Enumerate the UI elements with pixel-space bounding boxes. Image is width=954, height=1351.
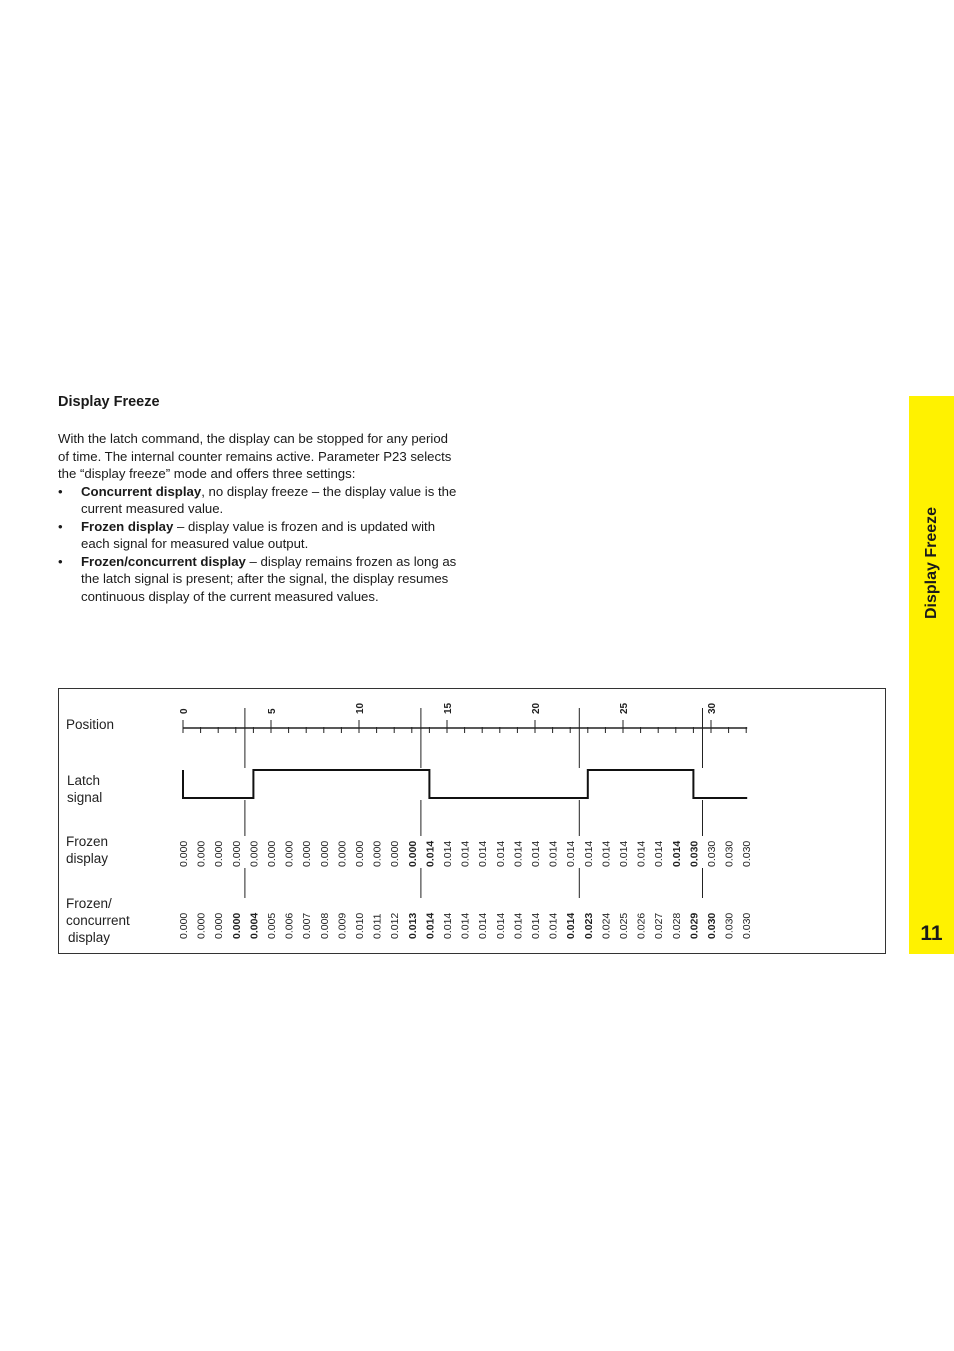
row-label: display [66, 851, 109, 866]
frozen-concurrent-value: 0.028 [670, 912, 683, 939]
frozen-concurrent-value: 0.012 [389, 912, 402, 939]
frozen-display-value: 0.000 [178, 840, 190, 867]
frozen-concurrent-value: 0.008 [318, 912, 331, 939]
chapter-tab [909, 396, 954, 954]
frozen-concurrent-value: 0.025 [618, 912, 630, 939]
frozen-concurrent-value: 0.000 [178, 912, 190, 939]
position-label: 10 [355, 702, 366, 714]
timing-diagram [58, 688, 886, 954]
frozen-concurrent-value: 0.014 [459, 912, 472, 939]
frozen-concurrent-value: 0.014 [424, 912, 437, 939]
frozen-display-value: 0.000 [318, 840, 331, 867]
frozen-display-value: 0.014 [670, 840, 683, 867]
frozen-concurrent-value: 0.000 [195, 912, 208, 939]
frozen-concurrent-value: 0.011 [371, 913, 384, 939]
setting-description: , no display freeze – the display value is the current measured value. [81, 483, 457, 516]
frozen-display-value: 0.014 [565, 840, 578, 867]
position-label: 0 [179, 708, 190, 714]
frozen-concurrent-value: 0.014 [565, 912, 578, 939]
frozen-display-value: 0.000 [354, 840, 366, 867]
settings-list [58, 483, 458, 606]
frozen-display-value: 0.014 [494, 840, 507, 867]
frozen-display-value: 0.000 [389, 840, 402, 867]
setting-term: Concurrent display [81, 483, 202, 499]
row-label: Frozen/ [66, 896, 112, 911]
frozen-concurrent-value: 0.030 [741, 912, 754, 939]
frozen-display-value: 0.014 [530, 840, 542, 867]
frozen-display-value: 0.030 [688, 840, 701, 867]
frozen-display-value: 0.014 [442, 840, 454, 867]
frozen-display-value: 0.000 [371, 840, 384, 867]
frozen-display-value: 0.000 [213, 840, 226, 867]
list-item: • Frozen display – display value is frozen and is updated with each signal for measured value output. [58, 518, 436, 551]
frozen-display-value: 0.030 [723, 840, 736, 867]
body-text [58, 430, 458, 605]
frozen-concurrent-value: 0.007 [301, 912, 314, 939]
frozen-display-value: 0.014 [459, 840, 472, 867]
list-item: • Frozen/concurrent display – display remains frozen as long as the latch signal is present; after the signal, the display resumes continuous display of the current measured values. [58, 553, 457, 604]
frozen-display-value: 0.014 [582, 840, 595, 867]
row-label: Latch [67, 773, 101, 788]
frozen-display-value: 0.000 [283, 840, 296, 867]
frozen-concurrent-value: 0.023 [582, 912, 595, 939]
frozen-concurrent-value: 0.013 [406, 912, 419, 939]
position-label: 30 [707, 702, 718, 714]
frozen-display-value: 0.000 [406, 840, 419, 867]
frozen-display-value: 0.014 [653, 840, 666, 867]
frozen-display-value: 0.014 [547, 840, 560, 867]
timing-diagram-svg [58, 688, 886, 954]
frozen-concurrent-value: 0.014 [547, 912, 560, 939]
frozen-display-value: 0.030 [741, 840, 754, 867]
frozen-display-value: 0.014 [512, 840, 525, 867]
row-label: concurrent [66, 913, 130, 928]
frozen-concurrent-value: 0.014 [530, 912, 542, 939]
latch-signal-line [183, 770, 747, 798]
frozen-display-value: 0.014 [600, 840, 613, 867]
chapter-tab-title: Display Freeze [923, 506, 940, 620]
frozen-concurrent-value: 0.010 [354, 912, 366, 939]
frozen-display-value: 0.014 [635, 840, 648, 867]
position-label: 20 [531, 702, 542, 714]
setting-term: Frozen display [81, 518, 174, 534]
setting-term: Frozen/concurrent display [81, 553, 246, 569]
chapter-number: 11 [920, 922, 943, 945]
frozen-display-value: 0.014 [424, 840, 437, 867]
row-label: display [68, 930, 111, 945]
frozen-concurrent-value: 0.027 [653, 912, 666, 939]
frozen-concurrent-value: 0.030 [723, 912, 736, 939]
frozen-display-value: 0.000 [336, 840, 349, 867]
frozen-concurrent-value: 0.014 [442, 912, 454, 939]
row-label: Position [66, 717, 115, 732]
frozen-display-value: 0.000 [230, 840, 243, 867]
frozen-concurrent-value: 0.014 [512, 912, 525, 939]
frozen-concurrent-value: 0.000 [230, 912, 243, 939]
position-label: 25 [619, 702, 630, 714]
setting-description: – display value is frozen and is updated with each signal for measured value output. [81, 518, 436, 551]
row-label: Frozen [66, 834, 109, 849]
frozen-display-value: 0.014 [618, 840, 630, 867]
frozen-concurrent-value: 0.014 [494, 912, 507, 939]
intro-paragraph: With the latch command, the display can be stopped for any period of time. The internal counter remains active. Parameter P23 selects the “display freeze” mode and offers three settings: [58, 431, 452, 481]
frozen-concurrent-value: 0.014 [477, 912, 490, 939]
frozen-concurrent-value: 0.024 [600, 912, 613, 939]
frozen-concurrent-value: 0.005 [266, 912, 278, 939]
position-label: 15 [443, 702, 454, 714]
frozen-concurrent-value: 0.030 [706, 912, 718, 939]
frozen-display-value: 0.000 [266, 840, 278, 867]
position-label: 5 [267, 708, 278, 714]
frozen-display-value: 0.000 [301, 840, 314, 867]
row-label: signal [67, 790, 103, 805]
frozen-display-value: 0.030 [706, 840, 718, 867]
setting-description: – display remains frozen as long as the latch signal is present; after the signal, the display resumes continuous display of the current measured values. [81, 553, 457, 604]
frozen-concurrent-value: 0.029 [688, 912, 701, 939]
list-item: • Concurrent display, no display freeze – the display value is the current measured value. [58, 483, 457, 516]
frozen-display-value: 0.000 [248, 840, 261, 867]
section-heading: Display Freeze [58, 394, 160, 410]
frozen-display-value: 0.000 [195, 840, 208, 867]
frozen-concurrent-value: 0.006 [283, 912, 296, 939]
frozen-display-value: 0.014 [477, 840, 490, 867]
frozen-concurrent-value: 0.009 [336, 912, 349, 939]
frozen-concurrent-value: 0.000 [213, 912, 226, 939]
frozen-concurrent-value: 0.026 [635, 912, 648, 939]
frozen-concurrent-value: 0.004 [248, 912, 261, 939]
